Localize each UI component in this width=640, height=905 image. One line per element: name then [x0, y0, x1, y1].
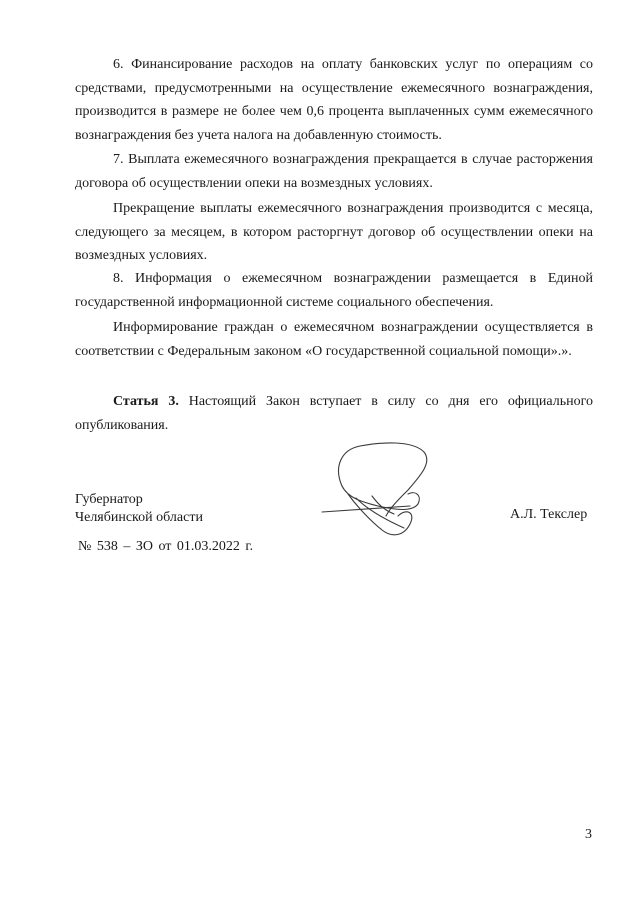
signatory-title [75, 491, 203, 527]
paragraph-7-continuation-text: Прекращение выплаты ежемесячного вознаграждения производится с месяца, следующего за месяцем, в котором расторгнут договор об осуществлении опеки на возмездных условиях. [75, 201, 593, 263]
paragraph-8-continuation-text: Информирование граждан о ежемесячном вознаграждении осуществляется в соответствии с Федеральным законом «О государственной социальной помощи».». [75, 320, 593, 359]
handwritten-signature [312, 438, 440, 548]
paragraph-7-continuation [75, 197, 593, 268]
signatory-title-line1: Губернатор [75, 492, 143, 507]
signatory-name: А.Л. Текслер [510, 507, 588, 522]
paragraph-8 [75, 267, 593, 314]
paragraph-7 [75, 148, 593, 195]
paragraph-7-text: 7. Выплата ежемесячного вознаграждения прекращается в случае расторжения договора об осуществлении опеки на возмездных условиях. [75, 152, 593, 191]
page-number: 3 [585, 827, 592, 842]
paragraph-6-text: 6. Финансирование расходов на оплату банковских услуг по операциям со средствами, предусмотренными на осуществление ежемесячного вознаграждения, производится в размере не более чем 0,6 процента выплаченных сумм ежемесячного вознаграждения без учета налога на добавленную стоимость. [75, 57, 593, 143]
paragraph-8-text: 8. Информация о ежемесячном вознаграждении размещается в Единой государственной информационной системе социального обеспечения. [75, 271, 593, 310]
signatory-title-line2: Челябинской области [75, 510, 203, 525]
article-3 [75, 390, 593, 437]
article-3-label: Статья 3. [113, 394, 179, 409]
article-3-text: Настоящий Закон вступает в силу со дня его официального опубликования. [75, 394, 594, 433]
paragraph-6 [75, 53, 593, 147]
document-number: № 538 – ЗО от 01.03.2022 г. [78, 539, 254, 554]
paragraph-8-continuation [75, 316, 593, 363]
